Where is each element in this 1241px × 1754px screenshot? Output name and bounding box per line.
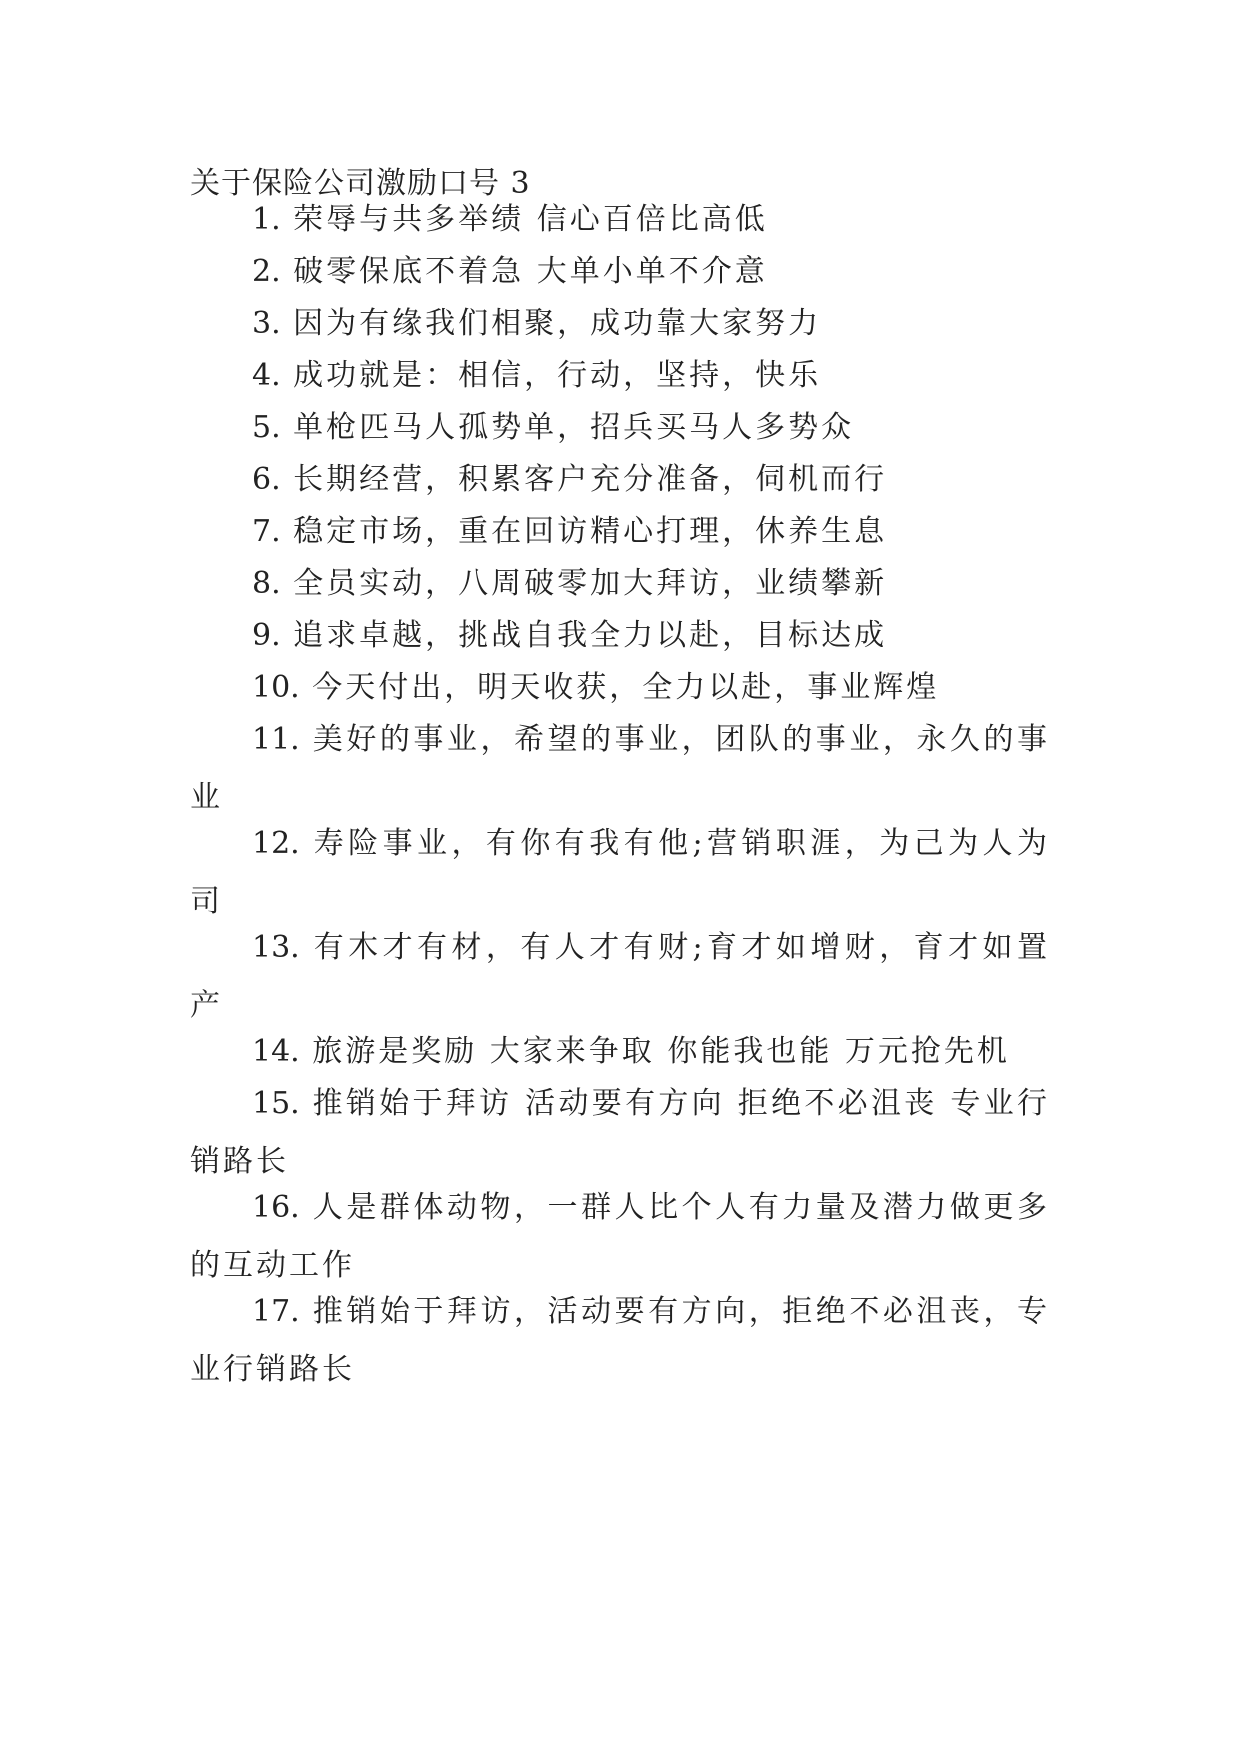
item-text: 全员实动，八周破零加大拜访，业绩攀新 <box>293 566 888 601</box>
item-text: 有木才有材，有人才有财;育才如增财，育才如置产 <box>190 930 1050 1023</box>
item-text: 推销始于拜访，活动要有方向，拒绝不必沮丧，专业行销路长 <box>190 1294 1050 1387</box>
item-text: 推销始于拜访 活动要有方向 拒绝不必沮丧 专业行销路长 <box>190 1086 1050 1179</box>
list-item <box>190 243 1050 301</box>
item-text: 旅游是奖励 大家来争取 你能我也能 万元抢先机 <box>312 1034 1010 1069</box>
list-item <box>190 607 1050 665</box>
item-number: 17. <box>252 1294 300 1329</box>
item-text: 寿险事业，有你有我有他;营销职涯，为己为人为司 <box>190 826 1050 919</box>
item-number: 7. <box>252 514 281 549</box>
list-item <box>190 659 1050 717</box>
item-number: 8. <box>252 566 281 601</box>
item-number: 10. <box>252 670 300 705</box>
item-number: 5. <box>252 410 281 445</box>
item-text: 长期经营，积累客户充分准备，伺机而行 <box>293 462 888 497</box>
list-item <box>190 451 1050 509</box>
list-item <box>190 1179 1050 1295</box>
item-text: 因为有缘我们相聚，成功靠大家努力 <box>293 306 822 341</box>
item-text: 单枪匹马人孤势单，招兵买马人多势众 <box>293 410 855 445</box>
list-item <box>190 815 1050 931</box>
list-item <box>190 711 1050 827</box>
item-text: 今天付出，明天收获，全力以赴，事业辉煌 <box>312 670 940 705</box>
item-number: 12. <box>252 826 300 861</box>
list-item <box>190 347 1050 405</box>
item-text: 荣辱与共多举绩 信心百倍比高低 <box>293 202 768 237</box>
item-number: 9. <box>252 618 281 653</box>
item-text: 美好的事业，希望的事业，团队的事业，永久的事业 <box>190 722 1050 815</box>
item-number: 14. <box>252 1034 300 1069</box>
item-number: 11. <box>252 722 300 757</box>
item-text: 成功就是：相信，行动，坚持，快乐 <box>293 358 822 393</box>
item-number: 1. <box>252 202 281 237</box>
list-item <box>190 1023 1050 1081</box>
list-item <box>190 919 1050 1035</box>
item-number: 4. <box>252 358 281 393</box>
list-item <box>190 1283 1050 1399</box>
item-text: 人是群体动物，一群人比个人有力量及潜力做更多的互动工作 <box>190 1190 1050 1283</box>
list-item <box>190 1075 1050 1191</box>
item-number: 16. <box>252 1190 300 1225</box>
list-item <box>190 399 1050 457</box>
item-number: 15. <box>252 1086 300 1121</box>
item-text: 稳定市场，重在回访精心打理，休养生息 <box>293 514 888 549</box>
item-text: 追求卓越，挑战自我全力以赴，目标达成 <box>293 618 888 653</box>
item-number: 3. <box>252 306 281 341</box>
list-item <box>190 295 1050 353</box>
item-number: 6. <box>252 462 281 497</box>
item-text: 破零保底不着急 大单小单不介意 <box>293 254 768 289</box>
document-title: 关于保险公司激励口号 3 <box>190 166 531 201</box>
item-number: 2. <box>252 254 281 289</box>
item-number: 13. <box>252 930 300 965</box>
list-item <box>190 555 1050 613</box>
list-item <box>190 503 1050 561</box>
list-item <box>190 191 1050 249</box>
